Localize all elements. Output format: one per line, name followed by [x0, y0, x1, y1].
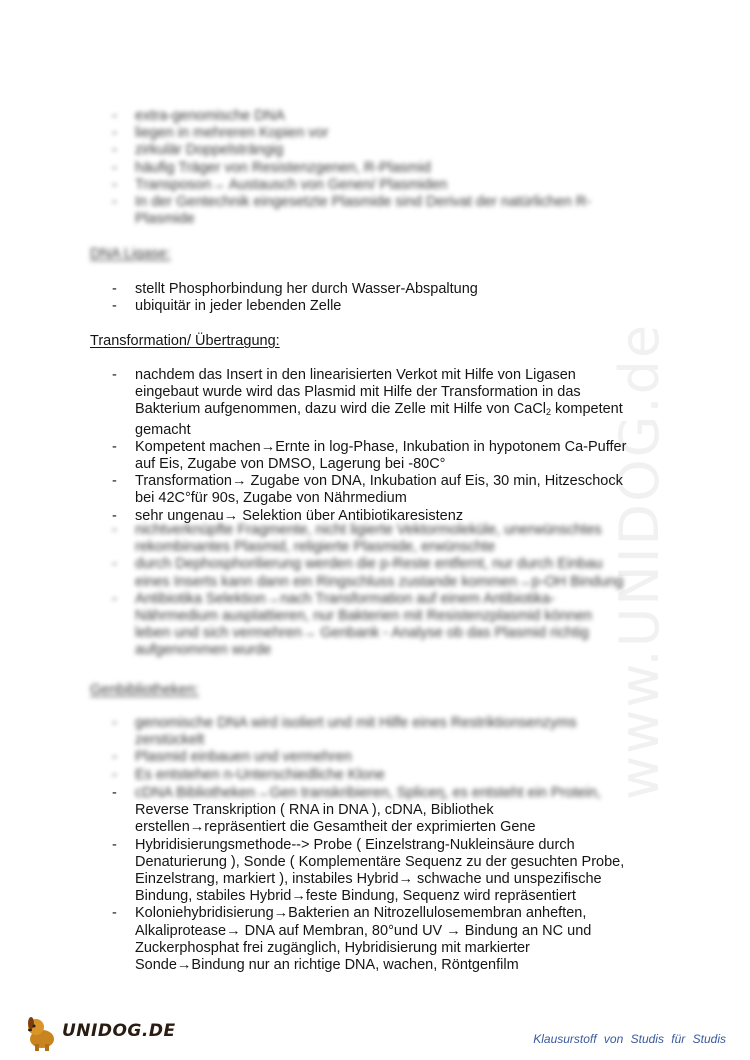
footer-tagline: Klausurstoff von Studis für Studis [533, 1032, 726, 1046]
list-item: - häufig Träger von Resistenzgenen, R-Plasmid [90, 160, 630, 177]
item-text-end: kompetent gemacht [135, 401, 623, 438]
unidog-logo [22, 1013, 176, 1053]
item-text: nachdem das Insert in den linearisierten Verkot mit Hilfe von Ligasen eingebaut wurde wird das Plasmid mit Hilfe der Transformation in das Bakterium aufgenommen, dazu wird die Zelle mit Hilfe von CaCl [135, 367, 581, 418]
dog-icon [22, 1013, 62, 1053]
list-item: - liegen in mehreren Kopien vor [90, 125, 630, 142]
genbank-list-blurred [90, 715, 630, 784]
section-heading-transformation: Transformation/ Übertragung: [90, 333, 280, 349]
list-item: - Transformation→ Zugabe von DNA, Inkubation auf Eis, 30 min, Hitzeschock bei 42C°für 90s, Zugabe von Nährmedium [90, 473, 630, 507]
list-item: - Es entstehen n-Unterschiedliche Klone [90, 767, 630, 784]
list-item: - sehr ungenau→ Selektion über Antibiotikaresistenz [90, 508, 630, 525]
watermark: www.UNIDOG.de [608, 322, 671, 800]
subscript: 2 [546, 407, 552, 418]
list-item [90, 367, 630, 439]
list-item: - Antibiotika Selektion→nach Transformation auf einem Antibiotika-Nährmedium ausplattieren, nur Bakterien mit Resistenzplasmid können leben und sich vermehren→ Genbank - Analyse ob das Plasmid richtig aufgenommen wurde [90, 591, 630, 660]
list-item: - genomische DNA wird isoliert und mit Hilfe eines Restriktionsenzyms zerstückelt [90, 715, 630, 749]
genbank-list [90, 785, 630, 974]
list-item [90, 785, 630, 837]
list-item: - zirkulär Doppelsträngig [90, 142, 630, 159]
list-item: - Koloniehybridisierung→Bakterien an Nitrozellulosemembran anheften, Alkaliprotease→ DNA auf Membran, 80°und UV → Bindung an NC und Zuckerphosphat frei zugänglich, Hybridisierung mit markierter Sonde→Bindung nur an richtige DNA, wachen, Röntgenfilm [90, 905, 630, 974]
logo-text: UNIDOG.DE [62, 1021, 176, 1041]
list-item: - Kompetent machen→Ernte in log-Phase, Inkubation in hypotonem Ca-Puffer auf Eis, Zugabe von DMSO, Lagerung bei -80C° [90, 439, 630, 473]
list-item: - stellt Phosphorbindung her durch Wasser-Abspaltung [90, 281, 630, 298]
list-item: - nichtverknüpfte Fragmente, nicht ligierte Vektormoleküle, unerwünschtes rekombinantes Plasmid, religierte Plasmide, erwünschte [90, 522, 630, 556]
list-item: - ubiquitär in jeder lebenden Zelle [90, 298, 630, 315]
transformation-list-blurred [90, 522, 630, 660]
list-item: - Hybridisierungsmethode--> Probe ( Einzelstrang-Nukleinsäure durch Denaturierung ), Sonde ( Komplementäre Sequenz zu der gesuchten Probe, Einzelstrang, markiert ), instabiles Hybrid→ schwache und unspezifische Bindung, stabiles Hybrid→feste Bindung, Sequenz wird repräsentiert [90, 837, 630, 906]
list-item: - Transposon→ Austausch von Genen/ Plasmiden [90, 177, 630, 194]
list-item: - durch Dephosphorilierung werden die p-Reste entfernt, nur durch Einbau eines Inserts kann dann ein Ringschluss zustande kommen→p-OH Bindung [90, 556, 630, 590]
section-heading-genbanks: Genbibliotheken: [90, 682, 199, 698]
list-item: - Plasmid einbauen und vermehren [90, 749, 630, 766]
list-item: - In der Gentechnik eingesetzte Plasmide sind Derivat der natürlichen R-Plasmide [90, 194, 630, 228]
section-heading-ligase: DNA Ligase: [90, 246, 171, 262]
list-item: - extra-genomische DNA [90, 108, 630, 125]
item-text-blurred: - cDNA Bibliotheken→Gen transkribieren, Spliceη, es entsteht ein Protein, [135, 785, 601, 801]
ligase-list [90, 281, 630, 315]
plasmid-list [90, 108, 630, 228]
item-text: Reverse Transkription ( RNA in DNA ), cDNA, Bibliothek erstellen→repräsentiert die Gesamtheit der exprimierten Gene [135, 802, 536, 836]
transformation-list [90, 367, 630, 525]
